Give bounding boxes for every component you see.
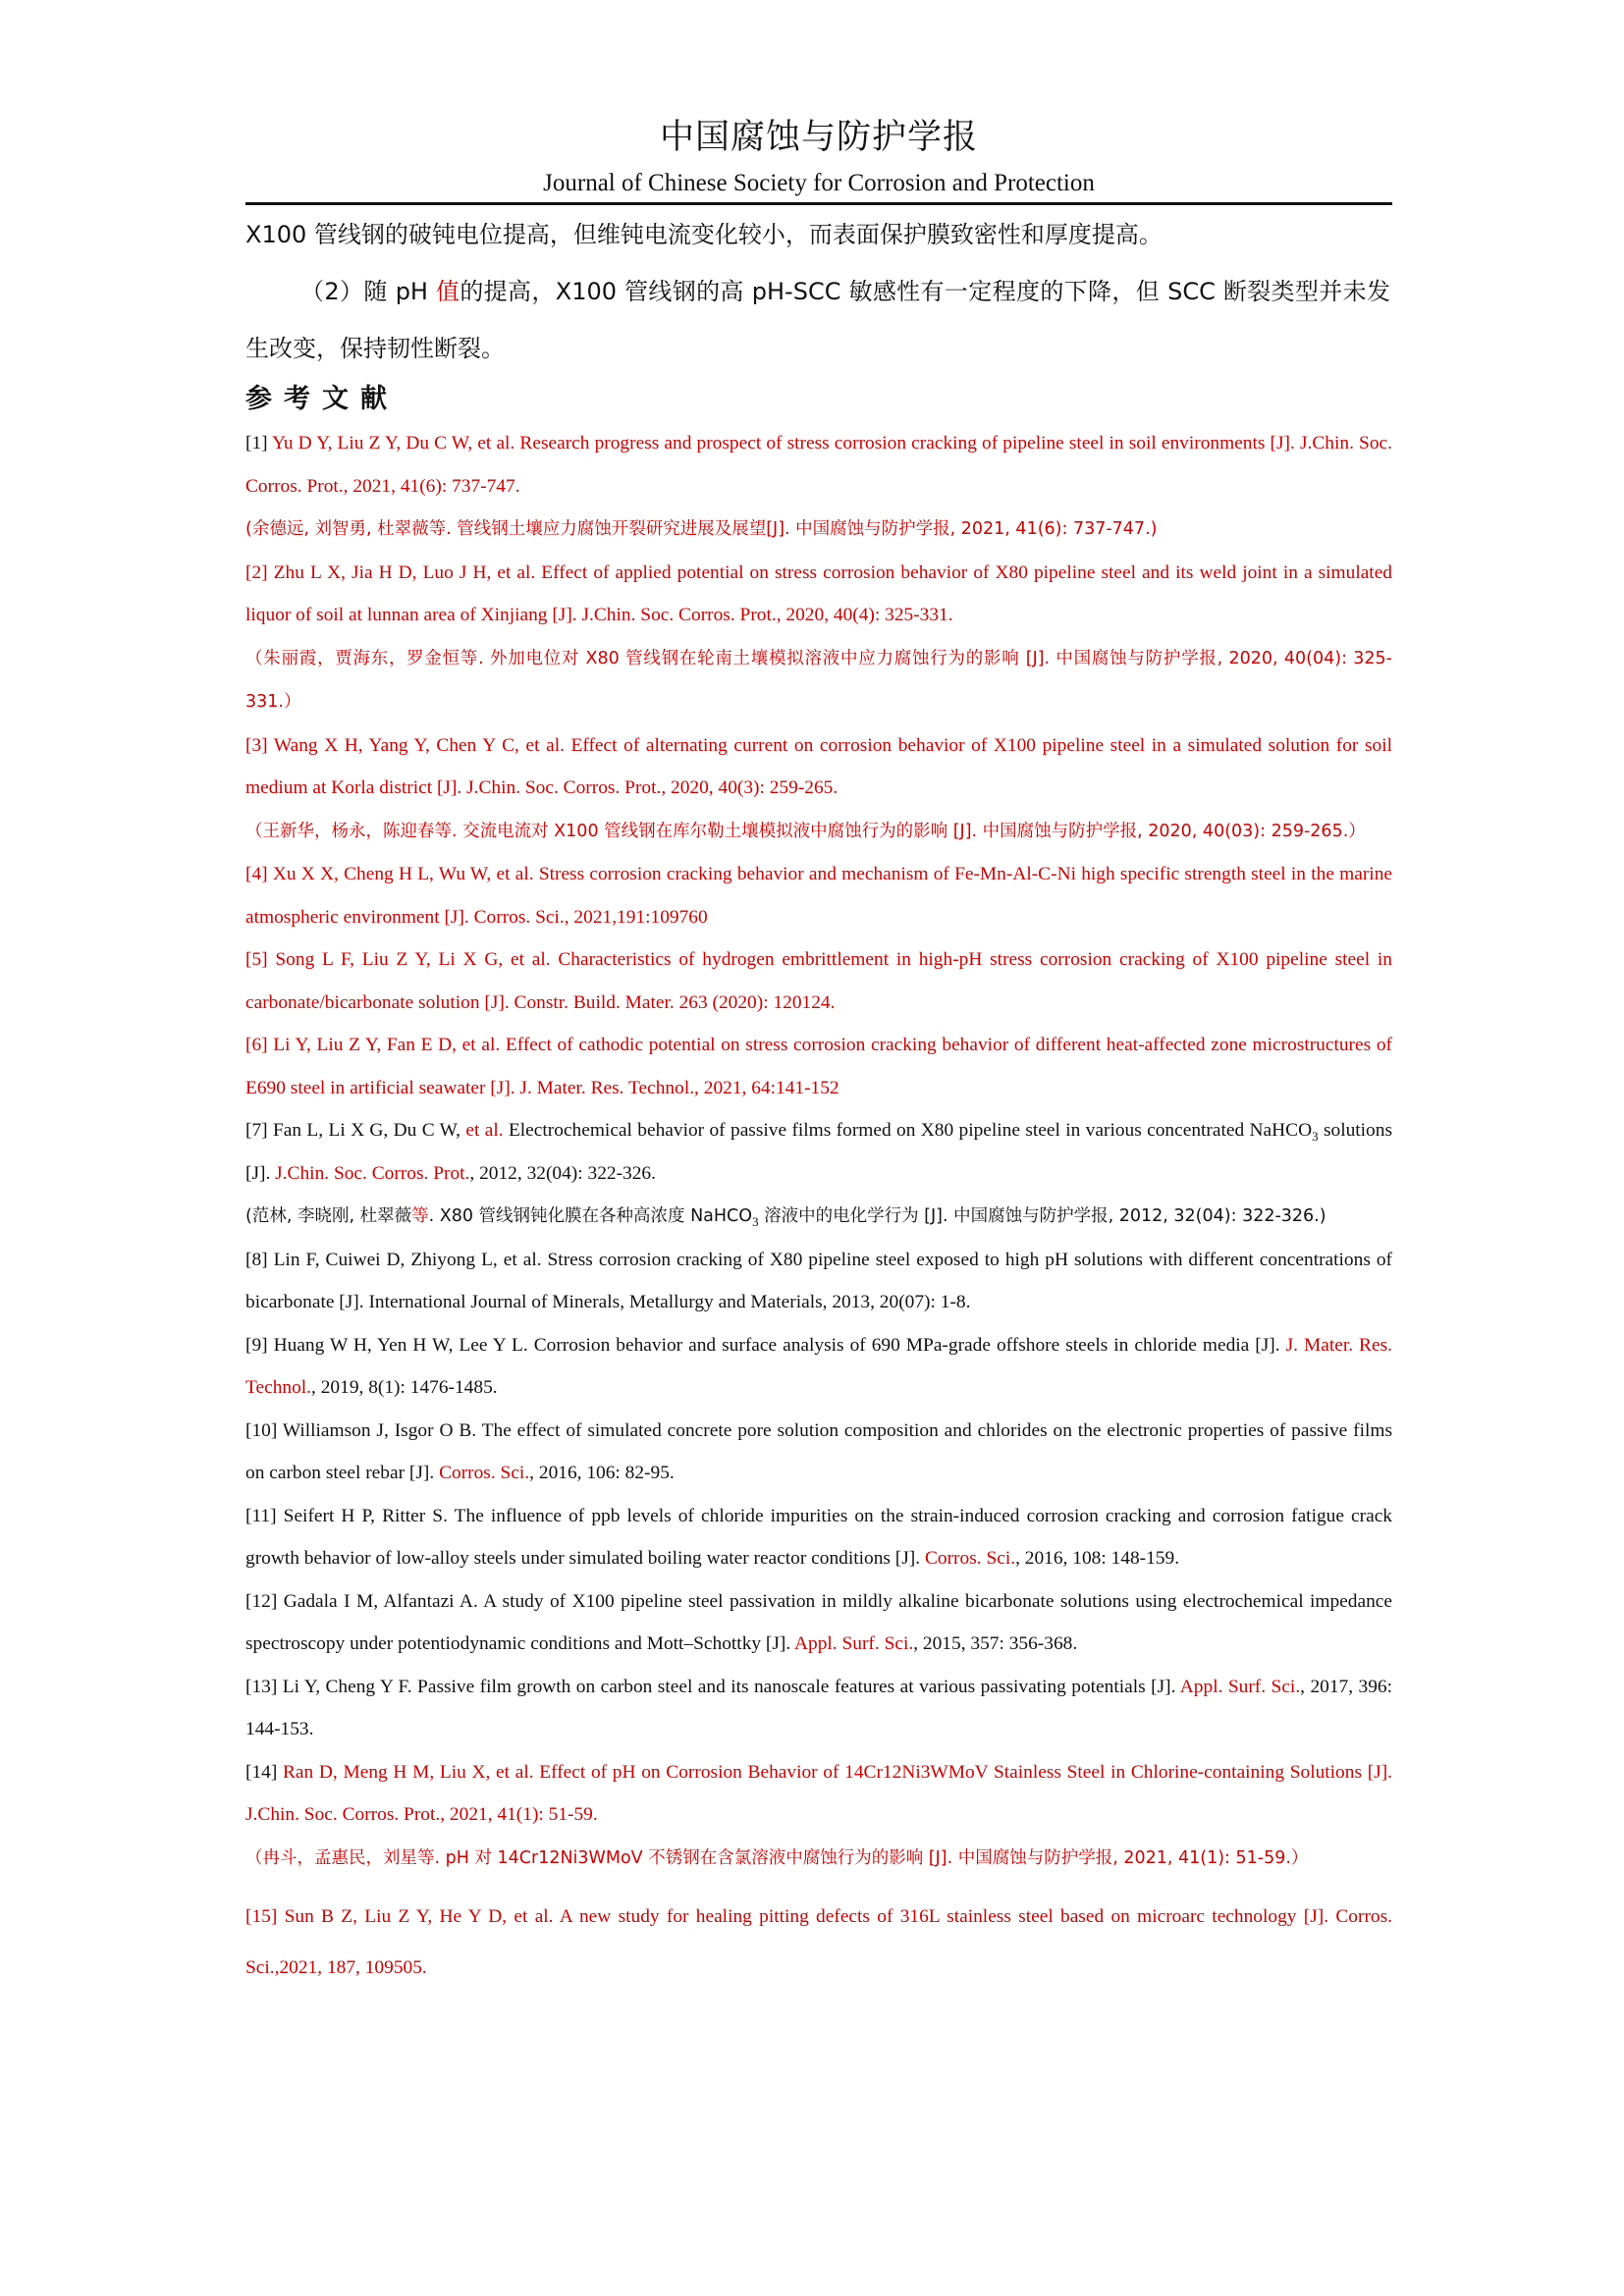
reference-14 [245, 1751, 1392, 1837]
subscript: 3 [1312, 1128, 1319, 1144]
reference-text: , 2017, 396: 144-153. [245, 1676, 1392, 1739]
reference-13 [245, 1666, 1392, 1751]
reference-15: [15] Sun B Z, Liu Z Y, He Y D, et al. A new study for healing pitting defects of 316L stainless steel based on microarc technology [J]. Corros. Sci.,2021, 187, 109505. [245, 1906, 1392, 1978]
reference-text-highlight: J. Mater. Res. Technol. [245, 1334, 1392, 1398]
reference-text-highlight: J.Chin. Soc. Corros. Prot. [275, 1162, 470, 1184]
reference-text: , 2016, 108: 148-159. [1015, 1548, 1180, 1569]
reference-text: [10] Williamson J, Isgor O B. The effect of simulated concrete pore solution composition and chlorides on the electronic properties of passive films on carbon steel rebar [J]. [245, 1419, 1392, 1483]
reference-text: (范林, 李晓刚, 杜翠薇 [245, 1206, 412, 1226]
reference-12 [245, 1580, 1392, 1666]
reference-text-highlight: Corros. Sci. [924, 1548, 1016, 1569]
references-heading: 参考文献 [245, 384, 399, 414]
reference-text: [11] Seifert H P, Ritter S. The influence of ppb levels of chloride impurities on the strain-induced corrosion cracking and corrosion fatigue crack growth behavior of low-alloy steels under simulated boiling water reactor conditions [J]. [245, 1505, 1392, 1569]
reference-number: [1] [245, 433, 273, 454]
reference-text: , 2016, 106: 82-95. [529, 1463, 675, 1483]
reference-text: (余德远, 刘智勇, 杜翠薇等. 管线钢土壤应力腐蚀开裂研究进展及展望[J]. 中国腐蚀与防护学报, 2021, 41(6): 737-747.) [245, 519, 1158, 539]
reference-text: Ran D, Meng H M, Liu X, et al. Effect of pH on Corrosion Behavior of 14Cr12Ni3WMoV Stainless Steel in Chlorine-containing Solutions [J]. J.Chin. Soc. Corros. Prot., 2021, 41(1): 51-59. [245, 1761, 1392, 1825]
reference-2-chinese [245, 637, 1392, 724]
reference-text: Electrochemical behavior of passive films formed on X80 pipeline steel in various concentrated NaHCO [503, 1120, 1313, 1141]
reference-text-highlight: Appl. Surf. Sci. [794, 1633, 914, 1654]
reference-text: , 2012, 32(04): 322-326. [469, 1162, 656, 1184]
paragraph-text: 的提高，X100 管线钢的高 pH-SCC 敏感性有一定程度的下降，但 SCC 断裂类型并未发生改变，保持韧性断裂。 [245, 278, 1390, 362]
reference-text: [13] Li Y, Cheng Y F. Passive film growth on carbon steel and its nanoscale features at various passivating potentials [J]. [245, 1676, 1180, 1697]
reference-text: . X80 管线钢钝化膜在各种高浓度 NaHCO [428, 1206, 753, 1226]
reference-5: [5] Song L F, Liu Z Y, Li X G, et al. Characteristics of hydrogen embrittlement in high-pH stress corrosion cracking of X100 pipeline steel in carbonate/bicarbonate solution [J]. Constr. Build. Mater. 263 (2020): 120124. [245, 949, 1392, 1013]
reference-6: [6] Li Y, Liu Z Y, Fan E D, et al. Effect of cathodic potential on stress corrosion cracking behavior of different heat-affected zone microstructures of E690 steel in artificial seawater [J]. J. Mater. Res. Technol., 2021, 64:141-152 [245, 1035, 1392, 1098]
reference-text-highlight: et al. [465, 1120, 504, 1141]
reference-text-highlight: 等 [411, 1206, 429, 1226]
paragraph-text: （2）随 pH [300, 278, 436, 305]
reference-3: [3] Wang X H, Yang Y, Chen Y C, et al. Effect of alternating current on corrosion behavior of X100 pipeline steel in a simulated solution for soil medium at Korla district [J]. J.Chin. Soc. Corros. Prot., 2020, 40(3): 259-265. [245, 734, 1392, 798]
reference-text: solutions [J]. [245, 1120, 1392, 1184]
reference-number: [14] [245, 1761, 283, 1783]
reference-text: [7] Fan L, Li X G, Du C W, [245, 1120, 466, 1141]
reference-2: [2] Zhu L X, Jia H D, Luo J H, et al. Effect of applied potential on stress corrosion behavior of X80 pipeline steel and its weld joint in a simulated liquor of soil at lunnan area of Xinjiang [J]. J.Chin. Soc. Corros. Prot., 2020, 40(4): 325-331. [245, 561, 1392, 625]
highlighted-text: 值 [435, 278, 460, 305]
journal-title-chinese: 中国腐蚀与防护学报 [659, 118, 978, 157]
reference-list [245, 422, 1392, 1994]
reference-7 [245, 1109, 1392, 1195]
reference-7-chinese [245, 1195, 1392, 1239]
reference-11 [245, 1495, 1392, 1580]
reference-text: , 2019, 8(1): 1476-1485. [311, 1377, 498, 1398]
reference-text: （冉斗，孟惠民，刘星等. pH 对 14Cr12Ni3WMoV 不锈钢在含氯溶液中腐蚀行为的影响 [J]. 中国腐蚀与防护学报, 2021, 41(1): 51-59.） [245, 1847, 1309, 1868]
reference-text: （王新华，杨永，陈迎春等. 交流电流对 X100 管线钢在库尔勒土壤模拟液中腐蚀行为的影响 [J]. 中国腐蚀与防护学报, 2020, 40(03): 259-265.） [245, 821, 1366, 841]
reference-text: （朱丽霞，贾海东，罗金恒等. 外加电位对 X80 管线钢在轮南土壤模拟溶液中应力腐蚀行为的影响 [J]. 中国腐蚀与防护学报, 2020, 40(04): 325-331.） [245, 648, 1392, 712]
reference-8: [8] Lin F, Cuiwei D, Zhiyong L, et al. Stress corrosion cracking of X80 pipeline steel exposed to high pH solutions with different concentrations of bicarbonate [J]. International Journal of Minerals, Metallurgy and Materials, 2013, 20(07): 1-8. [245, 1249, 1392, 1312]
reference-4: [4] Xu X X, Cheng H L, Wu W, et al. Stress corrosion cracking behavior and mechanism of Fe-Mn-Al-C-Ni high specific strength steel in the marine atmospheric environment [J]. Corros. Sci., 2021,191:109760 [245, 864, 1392, 928]
reference-1 [245, 422, 1392, 507]
reference-text: [9] Huang W H, Yen H W, Lee Y L. Corrosion behavior and surface analysis of 690 MPa-grade offshore steels in chloride media [J]. [245, 1334, 1286, 1356]
subscript: 3 [752, 1213, 759, 1229]
reference-10 [245, 1410, 1392, 1495]
reference-3-chinese [245, 810, 1392, 854]
reference-text-highlight: Appl. Surf. Sci. [1179, 1676, 1301, 1697]
conclusion-paragraph-2 [245, 263, 1390, 377]
reference-14-chinese [245, 1837, 1392, 1881]
reference-text: Yu D Y, Liu Z Y, Du C W, et al. Research progress and prospect of stress corrosion cracking of pipeline steel in soil environments [J]. J.Chin. Soc. Corros. Prot., 2021, 41(6): 737-747. [245, 433, 1392, 497]
reference-text: 溶液中的电化学行为 [J]. 中国腐蚀与防护学报, 2012, 32(04): 322-326.) [758, 1206, 1326, 1226]
reference-text: [12] Gadala I M, Alfantazi A. A study of X100 pipeline steel passivation in mildly alkaline bicarbonate solutions using electrochemical impedance spectroscopy under potentiodynamic conditions and Mott–Schottky [J]. [245, 1590, 1392, 1654]
header-rule [245, 202, 1392, 205]
reference-text-highlight: Corros. Sci. [439, 1463, 530, 1483]
conclusion-paragraph-1: X100 管线钢的破钝电位提高，但维钝电流变化较小，而表面保护膜致密性和厚度提高。 [245, 221, 1163, 248]
reference-text: , 2015, 357: 356-368. [913, 1633, 1078, 1654]
journal-title-english: Journal of Chinese Society for Corrosion and Protection [543, 170, 1095, 196]
reference-9 [245, 1324, 1392, 1410]
reference-1-chinese [245, 507, 1392, 552]
